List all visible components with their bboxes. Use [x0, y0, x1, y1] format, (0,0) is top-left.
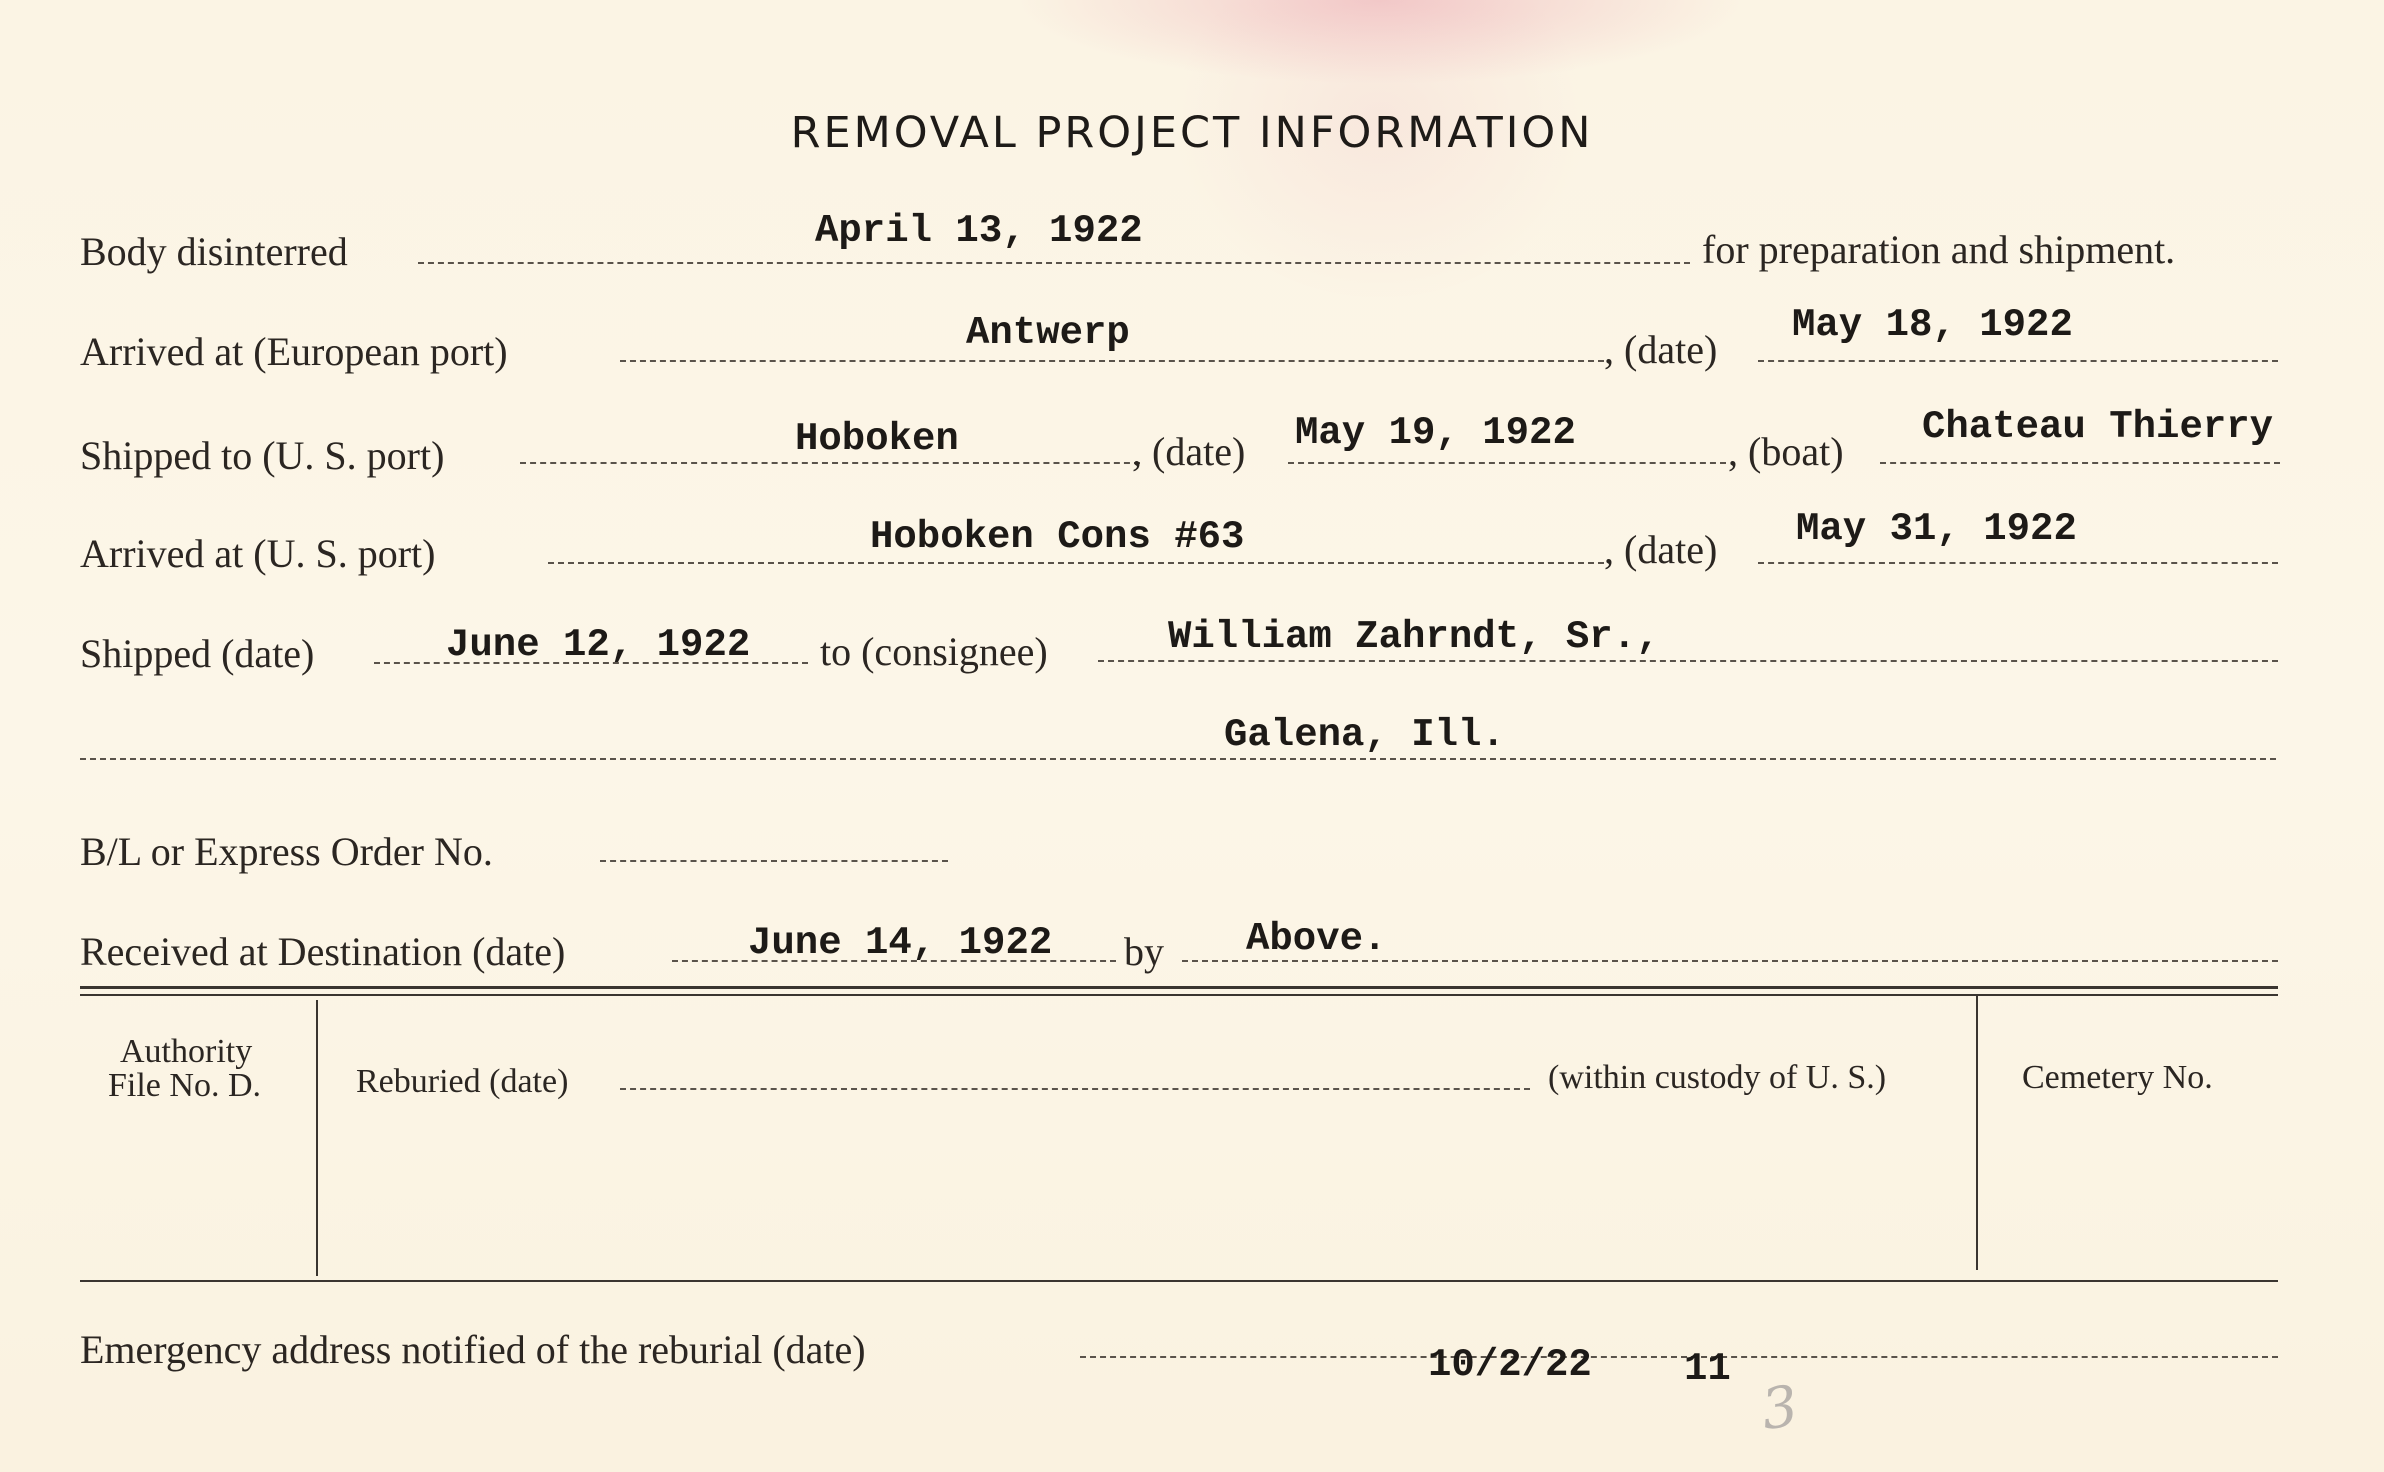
reburied-line — [620, 1088, 1530, 1090]
reburied-label: Reburied (date) — [356, 1063, 569, 1100]
emergency-label: Emergency address notified of the reburial (date) — [80, 1327, 866, 1372]
table-bottom-rule — [80, 1280, 2278, 1282]
european-date-label: , (date) — [1604, 327, 1718, 372]
arrived-us-label: Arrived at (U. S. port) — [80, 531, 436, 576]
within-custody-label: (within custody of U. S.) — [1548, 1059, 1887, 1096]
page-title: REMOVAL PROJECT INFORMATION — [790, 108, 1594, 158]
boat-label: , (boat) — [1728, 429, 1844, 474]
arrived-european-label: Arrived at (European port) — [80, 329, 508, 374]
bl-order-label: B/L or Express Order No. — [80, 829, 493, 874]
cemetery-no-label: Cemetery No. — [2022, 1059, 2213, 1096]
consignee-value: William Zahrndt, Sr., — [1168, 615, 1660, 659]
arrived-date-label: , (date) — [1604, 527, 1718, 572]
arrived-date-line — [1758, 562, 2278, 564]
bl-order-line — [600, 860, 948, 862]
body-disinterred-line — [418, 262, 1690, 264]
shipped-us-line — [520, 462, 1140, 464]
body-disinterred-label: Body disinterred — [80, 229, 348, 274]
european-port-line — [620, 360, 1604, 362]
arrived-us-line — [548, 562, 1604, 564]
authority-label: Authority — [120, 1033, 253, 1070]
shipped-date-row-label: Shipped (date) — [80, 631, 315, 676]
by-label: by — [1124, 929, 1164, 974]
shipped-us-date-value: May 19, 1922 — [1295, 411, 1576, 455]
us-arrival-date-value: May 31, 1922 — [1796, 507, 2077, 551]
table-top-rule-2 — [80, 994, 2278, 996]
received-label: Received at Destination (date) — [80, 929, 566, 974]
table-right-divider — [1976, 994, 1978, 1270]
to-consignee-label: to (consignee) — [820, 629, 1048, 674]
shipped-date-value: June 12, 1922 — [446, 623, 751, 667]
table-left-divider — [316, 1000, 318, 1276]
shipped-us-label: Shipped to (U. S. port) — [80, 433, 445, 478]
consignee-address-value: Galena, Ill. — [1224, 713, 1505, 757]
european-date-line — [1758, 360, 2278, 362]
european-arrival-date-value: May 18, 1922 — [1792, 303, 2073, 347]
consignee-line — [1098, 660, 2278, 662]
received-by-value: Above. — [1246, 917, 1387, 961]
boat-line — [1880, 462, 2280, 464]
emergency-line — [1080, 1356, 2278, 1358]
european-port-value: Antwerp — [966, 311, 1130, 355]
emergency-date-value: 10/2/22 — [1428, 1343, 1592, 1387]
us-port-arrived-value: Hoboken Cons #63 — [870, 515, 1245, 559]
shipped-date-label: , (date) — [1132, 429, 1246, 474]
disinterred-date-value: April 13, 1922 — [815, 209, 1143, 253]
for-preparation-label: for preparation and shipment. — [1702, 227, 2176, 272]
received-date-value: June 14, 1922 — [748, 921, 1053, 965]
pencil-mark: 3 — [1757, 1373, 1802, 1444]
table-top-rule-1 — [80, 986, 2278, 989]
us-port-shipped-value: Hoboken — [795, 417, 959, 461]
emergency-code-value: 11 — [1684, 1347, 1731, 1391]
boat-value: Chateau Thierry — [1922, 405, 2274, 449]
consignee-address-line — [80, 758, 2276, 760]
file-no-label: File No. D. — [108, 1067, 261, 1104]
shipped-date-line — [1288, 462, 1726, 464]
